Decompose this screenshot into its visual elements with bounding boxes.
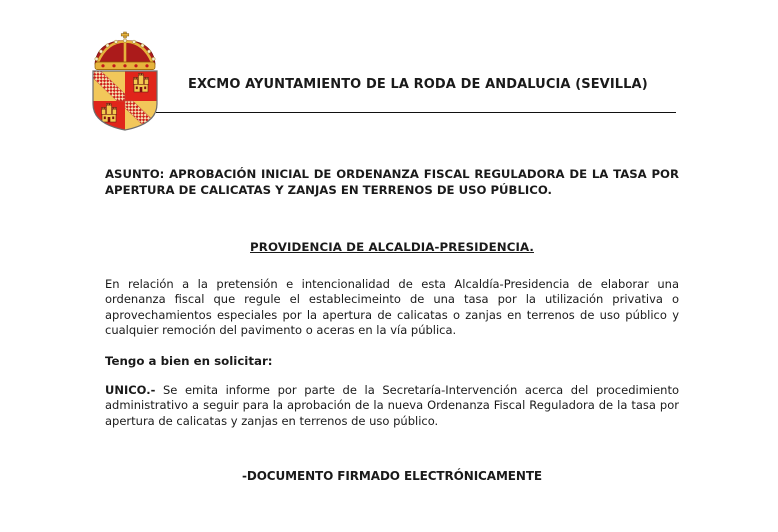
coat-of-arms-icon (88, 31, 162, 131)
unico-label: UNICO.- (105, 383, 156, 397)
unico-paragraph (105, 383, 679, 429)
request-intro: Tengo a bien en solicitar: (105, 354, 273, 368)
shield-icon (93, 71, 157, 131)
coat-of-arms (88, 31, 162, 131)
crown-icon (95, 32, 155, 70)
page-title: EXCMO AYUNTAMIENTO DE LA RODA DE ANDALUCIA (SEVILLA) (188, 77, 648, 92)
subject-line: ASUNTO: APROBACIÓN INICIAL DE ORDENANZA FISCAL REGULADORA DE LA TASA POR APERTURA DE CALICATAS Y ZANJAS EN TERRENOS DE USO PÚBLICO. (105, 167, 679, 197)
unico-text: Se emita informe por parte de la Secretaría-Intervención acerca del procedimiento administrativo a seguir para la aprobación de la nueva Ordenanza Fiscal Reguladora de la tasa por apertura de calicatas y zanjas en terrenos de uso público. (105, 383, 679, 428)
section-heading: PROVIDENCIA DE ALCALDIA-PRESIDENCIA. (250, 240, 534, 254)
body-paragraph: En relación a la pretensión e intencionalidad de esta Alcaldía-Presidencia de elaborar una ordenanza fiscal que regule el establecimeinto de una tasa por la utilización privativa o aprovechamientos especiales por la apertura de calicatas o zanjas en terrenos de uso público y cualquier remoción del pavimento o aceras en la vía pública. (105, 277, 679, 338)
header-divider (156, 112, 676, 113)
signature-note: -DOCUMENTO FIRMADO ELECTRÓNICAMENTE (241, 469, 543, 483)
